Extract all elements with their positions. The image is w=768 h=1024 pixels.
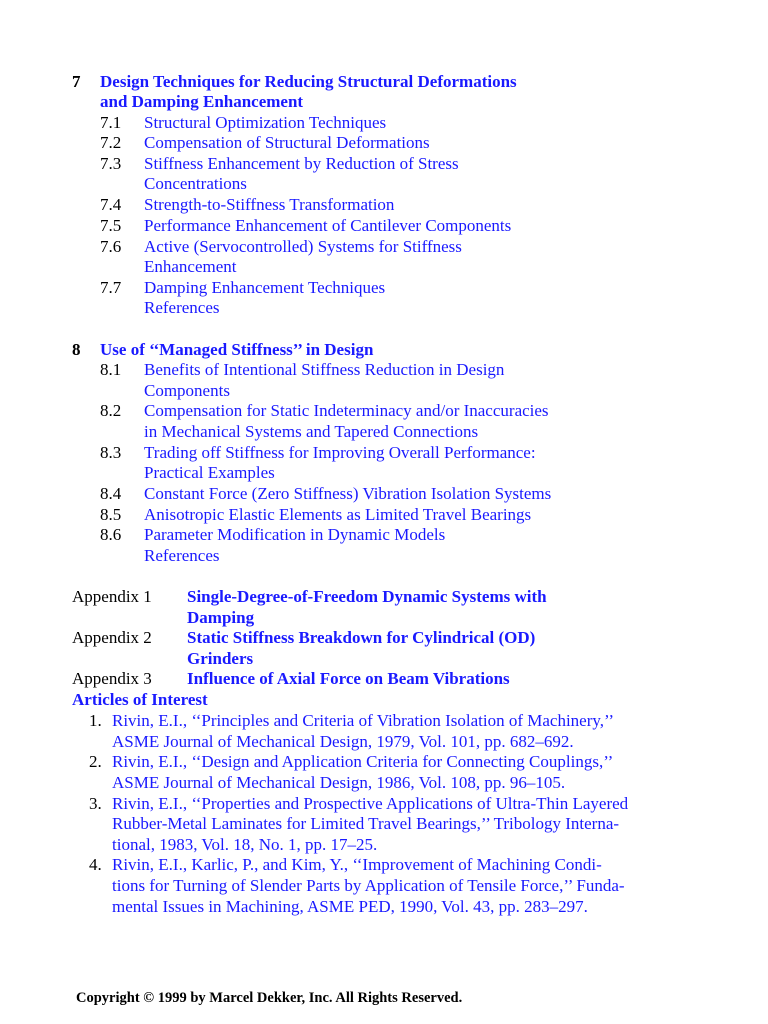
toc-entry-cont[interactable]: Concentrations [144, 174, 247, 193]
article-number: 1. [89, 711, 102, 730]
toc-entry[interactable]: Performance Enhancement of Cantilever Components [144, 216, 512, 235]
appendix-label: Appendix 1 [72, 587, 152, 606]
article-number: 4. [89, 855, 102, 874]
toc-entry-cont[interactable]: Practical Examples [144, 463, 275, 482]
section-number: 8.3 [100, 443, 122, 462]
appendix-title[interactable]: Static Stiffness Breakdown for Cylindrical (OD) [187, 628, 536, 647]
appendix-title[interactable]: Single-Degree-of-Freedom Dynamic Systems with [187, 587, 547, 606]
toc-entry[interactable]: Structural Optimization Techniques [144, 113, 387, 132]
toc-entry[interactable]: Damping Enhancement Techniques [144, 278, 386, 297]
section-number: 7.2 [100, 133, 122, 152]
toc-entry[interactable]: Strength-to-Stiffness Transformation [144, 195, 395, 214]
toc-entry-cont[interactable]: Enhancement [144, 257, 237, 276]
chapter-7-number: 7 [72, 72, 81, 91]
toc-entry[interactable]: Trading off Stiffness for Improving Overall Performance: [144, 443, 536, 462]
chapter-8-title[interactable]: Use of ‘‘Managed Stiffness’’ in Design [100, 340, 374, 359]
article-line[interactable]: Rivin, E.I., ‘‘Principles and Criteria of Vibration Isolation of Machinery,’’ [112, 711, 615, 730]
article-line[interactable]: Rivin, E.I., ‘‘Properties and Prospective Applications of Ultra-Thin Layered [112, 794, 629, 813]
toc-entry[interactable]: Anisotropic Elastic Elements as Limited Travel Bearings [144, 505, 532, 524]
article-line[interactable]: tional, 1983, Vol. 18, No. 1, pp. 17–25. [112, 835, 378, 854]
toc-entry-cont[interactable]: in Mechanical Systems and Tapered Connections [144, 422, 479, 441]
appendix-title[interactable]: Influence of Axial Force on Beam Vibrations [187, 669, 510, 688]
appendix-label: Appendix 2 [72, 628, 152, 647]
appendix-title-cont[interactable]: Grinders [187, 649, 254, 668]
toc-entry[interactable]: Parameter Modification in Dynamic Models [144, 525, 446, 544]
references-link[interactable]: References [144, 298, 220, 317]
section-number: 8.6 [100, 525, 122, 544]
section-number: 8.5 [100, 505, 122, 524]
articles-heading[interactable]: Articles of Interest [72, 690, 208, 709]
appendix-title-cont[interactable]: Damping [187, 608, 255, 627]
toc-entry[interactable]: Stiffness Enhancement by Reduction of Stress [144, 154, 459, 173]
article-line[interactable]: Rivin, E.I., Karlic, P., and Kim, Y., ‘‘Improvement of Machining Condi- [112, 855, 602, 874]
chapter-7-title-cont[interactable]: and Damping Enhancement [100, 92, 304, 111]
references-link[interactable]: References [144, 546, 220, 565]
copyright-notice: Copyright © 1999 by Marcel Dekker, Inc. All Rights Reserved. [76, 990, 463, 1006]
section-number: 8.2 [100, 401, 122, 420]
toc-entry[interactable]: Compensation for Static Indeterminacy and/or Inaccuracies [144, 401, 549, 420]
toc-entry[interactable]: Constant Force (Zero Stiffness) Vibration Isolation Systems [144, 484, 552, 503]
article-line[interactable]: ASME Journal of Mechanical Design, 1986, Vol. 108, pp. 96–105. [112, 773, 566, 792]
section-number: 7.4 [100, 195, 122, 214]
toc-entry[interactable]: Benefits of Intentional Stiffness Reduction in Design [144, 360, 505, 379]
toc-entry[interactable]: Compensation of Structural Deformations [144, 133, 430, 152]
chapter-8-number: 8 [72, 340, 81, 359]
section-number: 8.1 [100, 360, 122, 379]
section-number: 8.4 [100, 484, 122, 503]
section-number: 7.3 [100, 154, 122, 173]
section-number: 7.6 [100, 237, 122, 256]
appendix-label: Appendix 3 [72, 669, 152, 688]
chapter-7-title[interactable]: Design Techniques for Reducing Structural Deformations [100, 72, 517, 91]
section-number: 7.1 [100, 113, 122, 132]
section-number: 7.5 [100, 216, 122, 235]
article-line[interactable]: Rivin, E.I., ‘‘Design and Application Criteria for Connecting Couplings,’’ [112, 752, 614, 771]
article-line[interactable]: Rubber-Metal Laminates for Limited Travel Bearings,’’ Tribology Interna- [112, 814, 620, 833]
toc-entry[interactable]: Active (Servocontrolled) Systems for Stiffness [144, 237, 462, 256]
section-number: 7.7 [100, 278, 122, 297]
article-number: 2. [89, 752, 102, 771]
article-number: 3. [89, 794, 102, 813]
toc-entry-cont[interactable]: Components [144, 381, 230, 400]
article-line[interactable]: ASME Journal of Mechanical Design, 1979, Vol. 101, pp. 682–692. [112, 732, 574, 751]
article-line[interactable]: mental Issues in Machining, ASME PED, 1990, Vol. 43, pp. 283–297. [112, 897, 588, 916]
article-line[interactable]: tions for Turning of Slender Parts by Application of Tensile Force,’’ Funda- [112, 876, 625, 895]
